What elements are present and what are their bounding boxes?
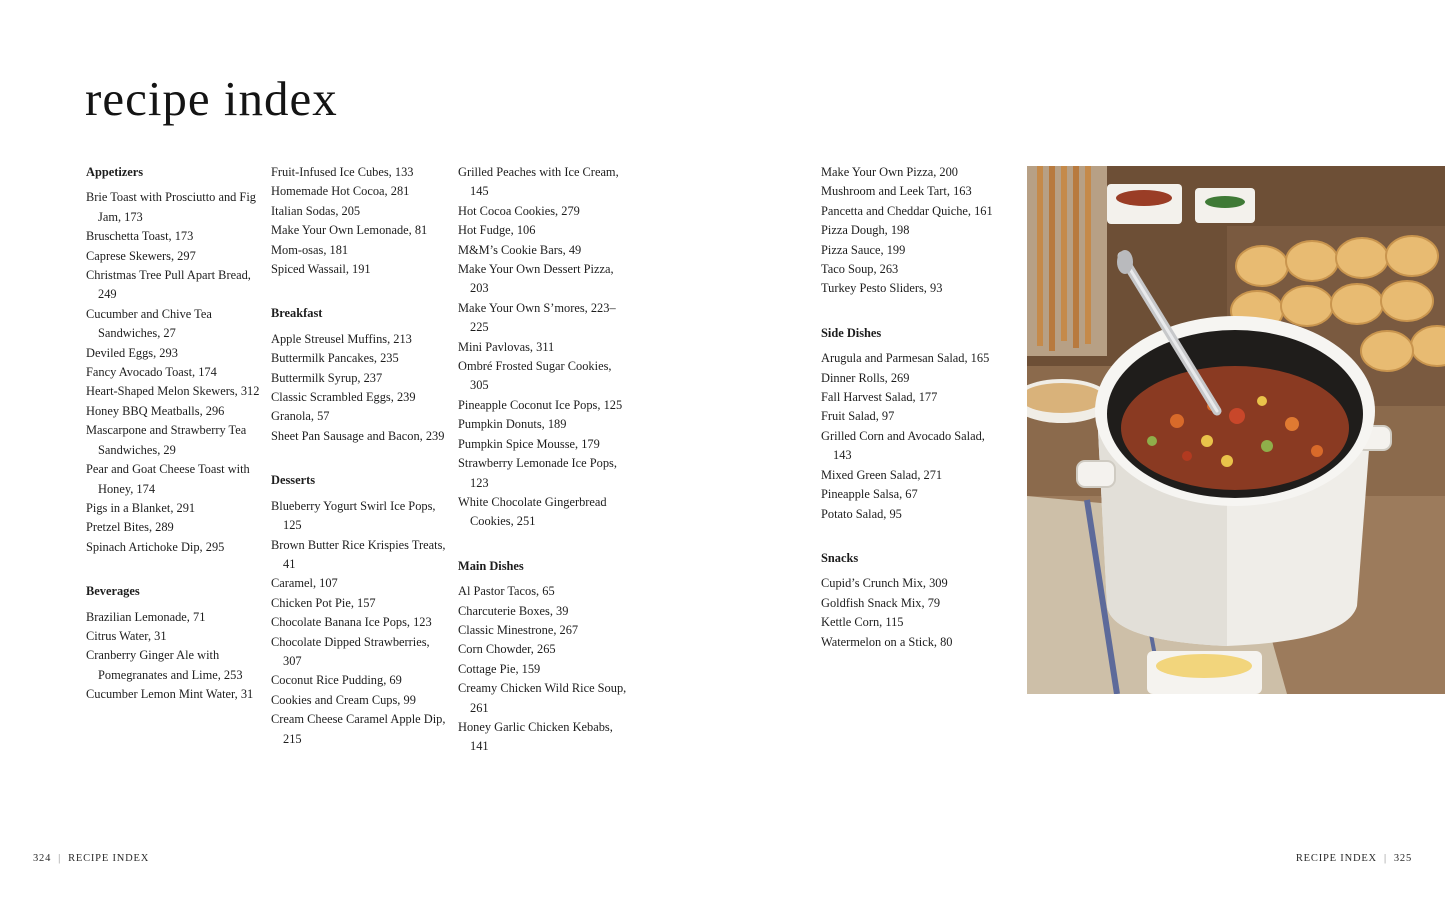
index-entry: Al Pastor Tacos, 65 xyxy=(458,584,555,599)
index-entry: Bruschetta Toast, 173 xyxy=(86,229,194,244)
right-page-number: 325 xyxy=(1393,853,1412,864)
index-entry: Coconut Rice Pudding, 69 xyxy=(271,673,402,688)
index-section xyxy=(821,163,996,299)
section-heading: Breakfast xyxy=(271,306,323,321)
index-entry: Caprese Skewers, 297 xyxy=(86,248,196,263)
index-entry: Corn Chowder, 265 xyxy=(458,642,556,657)
index-entry: Arugula and Parmesan Salad, 165 xyxy=(821,351,990,366)
section-heading: Main Dishes xyxy=(458,558,524,573)
index-entry: Christmas Tree Pull Apart Bread, 249 xyxy=(86,268,251,302)
index-column-4 xyxy=(821,163,996,677)
index-entry: Brown Butter Rice Krispies Treats, 41 xyxy=(271,537,446,571)
index-entry: Mushroom and Leek Tart, 163 xyxy=(821,184,972,199)
index-entry: Fall Harvest Salad, 177 xyxy=(821,390,938,405)
index-entry: Chocolate Banana Ice Pops, 123 xyxy=(271,615,432,630)
index-entry: Pumpkin Spice Mousse, 179 xyxy=(458,436,600,451)
index-entry: Pigs in a Blanket, 291 xyxy=(86,500,196,515)
index-entry: Taco Soup, 263 xyxy=(821,262,899,277)
index-column-2 xyxy=(271,163,451,774)
index-entry: White Chocolate Gingerbread Cookies, 251 xyxy=(458,494,607,529)
index-entry: Honey Garlic Chicken Kebabs, 141 xyxy=(458,719,613,754)
index-entry: Strawberry Lemonade Ice Pops, 123 xyxy=(458,456,617,490)
index-section xyxy=(271,163,451,279)
index-entry: Grilled Peaches with Ice Cream, 145 xyxy=(458,165,619,199)
index-entry: Spinach Artichoke Dip, 295 xyxy=(86,539,225,554)
index-entry: Italian Sodas, 205 xyxy=(271,203,361,218)
index-entry: Cottage Pie, 159 xyxy=(458,661,541,676)
footer-separator: | xyxy=(58,853,62,864)
index-entry: Honey BBQ Meatballs, 296 xyxy=(86,403,225,418)
index-entry: Fruit-Infused Ice Cubes, 133 xyxy=(271,165,414,179)
index-entry: Pizza Dough, 198 xyxy=(821,223,910,238)
index-entry: Potato Salad, 95 xyxy=(821,506,902,521)
index-entry: Spiced Wassail, 191 xyxy=(271,262,371,277)
index-entry: Apple Streusel Muffins, 213 xyxy=(271,331,412,346)
index-entry: Pineapple Salsa, 67 xyxy=(821,487,918,502)
right-running-head: RECIPE INDEX xyxy=(1295,853,1377,864)
index-entry: Goldfish Snack Mix, 79 xyxy=(821,595,941,610)
index-entry: Citrus Water, 31 xyxy=(86,628,167,643)
section-heading: Appetizers xyxy=(86,165,144,179)
index-entry: M&M’s Cookie Bars, 49 xyxy=(458,242,582,257)
index-entry: Cucumber Lemon Mint Water, 31 xyxy=(86,687,254,702)
index-entry: Heart-Shaped Melon Skewers, 312 xyxy=(86,384,260,399)
index-entry: Deviled Eggs, 293 xyxy=(86,345,178,360)
index-entry: Homemade Hot Cocoa, 281 xyxy=(271,184,410,199)
index-entry: Caramel, 107 xyxy=(271,576,338,591)
index-column-1 xyxy=(86,163,261,730)
index-entry: Pear and Goat Cheese Toast with Honey, 174 xyxy=(86,462,250,496)
footer-left xyxy=(33,853,149,864)
footer-right xyxy=(1296,853,1412,864)
page-title: recipe index xyxy=(85,71,338,126)
index-entry: Pizza Sauce, 199 xyxy=(821,242,906,257)
index-entry: Kettle Corn, 115 xyxy=(821,615,904,630)
index-entry: Cucumber and Chive Tea Sandwiches, 27 xyxy=(86,306,212,341)
index-entry: Make Your Own Dessert Pizza, 203 xyxy=(458,262,614,296)
index-entry: Mascarpone and Strawberry Tea Sandwiches, 29 xyxy=(86,423,247,457)
index-entry: Fruit Salad, 97 xyxy=(821,409,895,424)
index-entry: Grilled Corn and Avocado Salad, 143 xyxy=(821,428,985,463)
index-entry: Hot Cocoa Cookies, 279 xyxy=(458,203,580,218)
index-entry: Mom-osas, 181 xyxy=(271,242,349,257)
index-entry: Mixed Green Salad, 271 xyxy=(821,467,943,482)
index-entry: Buttermilk Syrup, 237 xyxy=(271,370,383,385)
index-section xyxy=(458,557,633,757)
index-entry: Chicken Pot Pie, 157 xyxy=(271,595,376,610)
index-entry: Chocolate Dipped Strawberries, 307 xyxy=(271,634,430,668)
index-entry: Turkey Pesto Sliders, 93 xyxy=(821,281,943,296)
index-column-3 xyxy=(458,163,633,782)
index-entry: Ombré Frosted Sugar Cookies, 305 xyxy=(458,359,612,393)
footer-separator: | xyxy=(1383,853,1387,864)
section-heading: Desserts xyxy=(271,473,316,488)
index-entry: Make Your Own Lemonade, 81 xyxy=(271,223,428,238)
soup-pot-illustration xyxy=(1027,166,1445,694)
index-entry: Cream Cheese Caramel Apple Dip, 215 xyxy=(271,712,446,746)
index-section xyxy=(821,324,996,524)
section-heading: Side Dishes xyxy=(821,325,882,340)
index-section xyxy=(86,163,261,557)
index-entry: Hot Fudge, 106 xyxy=(458,223,536,238)
index-entry: Blueberry Yogurt Swirl Ice Pops, 125 xyxy=(271,498,436,533)
index-section xyxy=(271,304,451,446)
index-section xyxy=(458,163,633,532)
index-entry: Cupid’s Crunch Mix, 309 xyxy=(821,576,948,591)
index-entry: Sheet Pan Sausage and Bacon, 239 xyxy=(271,428,445,443)
index-entry: Classic Scrambled Eggs, 239 xyxy=(271,390,416,405)
index-entry: Pineapple Coconut Ice Pops, 125 xyxy=(458,397,623,412)
index-entry: Cookies and Cream Cups, 99 xyxy=(271,692,416,707)
index-entry: Watermelon on a Stick, 80 xyxy=(821,634,953,649)
index-entry: Make Your Own Pizza, 200 xyxy=(821,165,958,179)
index-entry: Charcuterie Boxes, 39 xyxy=(458,603,569,618)
index-entry: Dinner Rolls, 269 xyxy=(821,370,910,385)
index-section xyxy=(821,549,996,652)
index-entry: Cranberry Ginger Ale with Pomegranates and Lime, 253 xyxy=(86,648,243,682)
index-entry: Pumpkin Donuts, 189 xyxy=(458,417,567,432)
index-entry: Mini Pavlovas, 311 xyxy=(458,339,555,354)
section-heading: Beverages xyxy=(86,584,140,599)
index-entry: Fancy Avocado Toast, 174 xyxy=(86,365,217,380)
index-section xyxy=(271,471,451,749)
index-entry: Classic Minestrone, 267 xyxy=(458,622,579,637)
index-entry: Creamy Chicken Wild Rice Soup, 261 xyxy=(458,681,627,715)
section-heading: Snacks xyxy=(821,550,859,565)
index-entry: Pancetta and Cheddar Quiche, 161 xyxy=(821,203,993,218)
index-entry: Buttermilk Pancakes, 235 xyxy=(271,351,399,366)
left-running-head: RECIPE INDEX xyxy=(68,853,150,864)
left-page-number: 324 xyxy=(33,853,52,864)
soup-pot-photo xyxy=(1027,166,1445,694)
index-entry: Brie Toast with Prosciutto and Fig Jam, 173 xyxy=(86,190,256,224)
index-entry: Granola, 57 xyxy=(271,409,330,424)
index-entry: Make Your Own S’mores, 223–225 xyxy=(458,300,616,335)
index-entry: Brazilian Lemonade, 71 xyxy=(86,609,206,624)
index-entry: Pretzel Bites, 289 xyxy=(86,520,174,535)
index-section xyxy=(86,582,261,704)
